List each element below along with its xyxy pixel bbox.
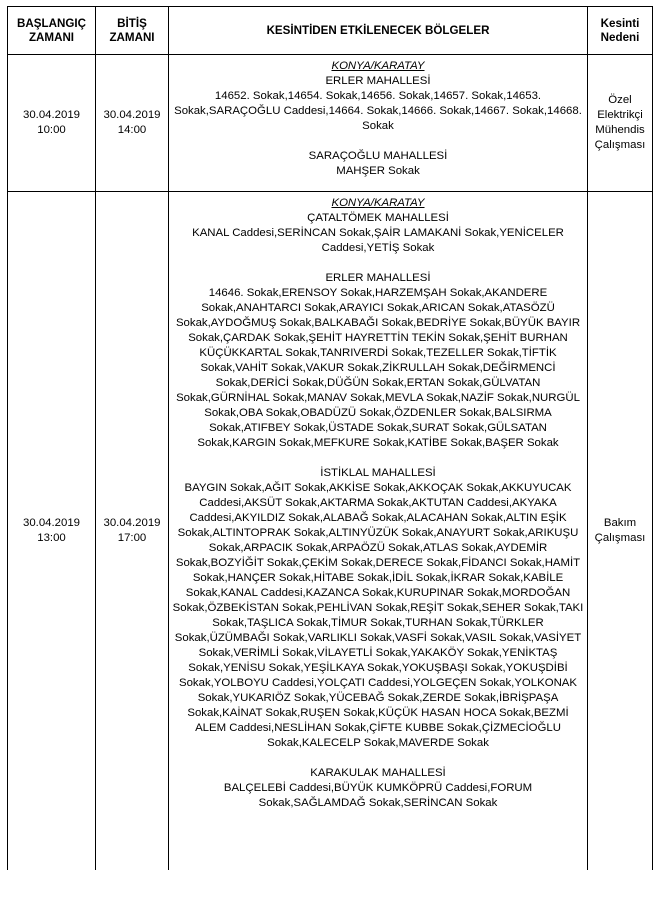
regions-cell xyxy=(169,192,588,871)
neighborhood-block xyxy=(172,211,584,256)
street-list: 14646. Sokak,ERENSOY Sokak,HARZEMŞAH Sokak,AKANDERE Sokak,ANAHTARCI Sokak,ARAYICI Sokak,ARICAN Sokak,ATASÖZÜ Sokak,AYDOĞMUŞ Sokak,BALKABAĞI Sokak,BEDRİYE Sokak,BÜYÜK BAYIR Sokak,ÇARDAK Sokak,ŞEHİT HAYRETTİN TEKİN Sokak,ŞEHİT BURHAN KÜÇÜKKARTAL Sokak,TANRIVERDİ Sokak,TEZELLER Sokak,TİFTİK Sokak,VAHİT Sokak,VAKUR Sokak,ZİKRULLAH Sokak,DEĞİRMENCİ Sokak,DERİCİ Sokak,DÜĞÜN Sokak,ERTAN Sokak,GÜLVATAN Sokak,GÜRNİHAL Sokak,MANAV Sokak,MEVLA Sokak,NAZİF Sokak,NURGÜL Sokak,OBA Sokak,OBADÜZÜ Sokak,ÖZDENLER Sokak,BALSIRMA Sokak,ATIFBEY Sokak,ÜSTADE Sokak,SURAT Sokak,GÜLSATAN Sokak,KARGIN Sokak,MEFKURE Sokak,KATİBE Sokak,BAŞER Sokak xyxy=(175,287,581,449)
outage-table xyxy=(7,6,653,870)
end-cell xyxy=(96,192,169,871)
regions-cell xyxy=(169,55,588,192)
neighborhood-block xyxy=(172,766,584,811)
neighborhood-block xyxy=(172,271,584,451)
street-list: 14652. Sokak,14654. Sokak,14656. Sokak,14657. Sokak,14653. Sokak,SARAÇOĞLU Caddesi,14664. Sokak,14666. Sokak,14667. Sokak,14668. Sokak xyxy=(174,90,582,132)
neighborhood-name: SARAÇOĞLU MAHALLESİ xyxy=(308,150,448,162)
end-time: 14:00 xyxy=(117,124,147,136)
neighborhood-block xyxy=(172,74,584,134)
end-date: 30.04.2019 xyxy=(103,109,161,121)
neighborhood-name: ERLER MAHALLESİ xyxy=(325,75,431,87)
district-name: KONYA/KARATAY xyxy=(331,197,425,209)
header-start-time: BAŞLANGIÇ ZAMANI xyxy=(8,7,96,55)
start-time: 13:00 xyxy=(37,532,66,544)
start-date: 30.04.2019 xyxy=(22,517,80,529)
neighborhood-block xyxy=(172,149,584,179)
neighborhood-block xyxy=(172,466,584,751)
street-list: BAYGIN Sokak,AĞIT Sokak,AKKİSE Sokak,AKKOÇAK Sokak,AKKUYUCAK Caddesi,AKSÜT Sokak,AKTARMA Sokak,AKTUTAN Caddesi,AKYAKA Caddesi,AKYILDIZ Sokak,ALABAĞ Sokak,ALACAHAN Sokak,ALTIN EŞİK Sokak,ALTINTOPRAK Sokak,ALTINYÜZÜK Sokak,ANAYURT Sokak,ARIKUŞU Sokak,ARPACIK Sokak,ARPAÖZÜ Sokak,ATLAS Sokak,AYDEMİR Sokak,BOZYİĞİT Sokak,ÇEKİM Sokak,DERECE Sokak,FİDANCI Sokak,HAMİT Sokak,HANÇER Sokak,HİTABE Sokak,İDİL Sokak,İKRAR Sokak,KABİLE Sokak,KANAL Caddesi,KAZANCA Sokak,KURUPINAR Sokak,MORDOĞAN Sokak,ÖZBEKİSTAN Sokak,PEHLİVAN Sokak,REŞİT Sokak,SEHER Sokak,TAKI Sokak,TAŞLICA Sokak,TİMUR Sokak,TURHAN Sokak,TÜRKLER Sokak,ÜZÜMBAĞI Sokak,VARLIKLI Sokak,VASFİ Sokak,VASIL Sokak,VASİYET Sokak,VERİMLİ Sokak,VİLAYETLİ Sokak,YAKAKÖY Sokak,YENİKTAŞ Sokak,YENİSU Sokak,YEŞİLKAYA Sokak,YOKUŞBAŞI Sokak,YOKUŞDİBİ Sokak,YOLBOYU Caddesi,YOLÇATI Caddesi,YOLGEÇEN Sokak,YOLKONAK Sokak,YUKARIÖZ Sokak,YÜCEBAĞ Sokak,ZERDE Sokak,İBRİŞPAŞA Sokak,KAİNAT Sokak,RUŞEN Sokak,KÜÇÜK HASAN HOCA Sokak,BEZMİ ALEM Caddesi,NESLİHAN Sokak,ÇİFTE KUBBE Sokak,ÇİZMECİOĞLU Sokak,KALECELP Sokak,MAVERDE Sokak xyxy=(172,482,584,749)
district-name: KONYA/KARATAY xyxy=(331,60,425,72)
reason-cell: Bakım Çalışması xyxy=(588,192,653,871)
neighborhood-name: İSTİKLAL MAHALLESİ xyxy=(320,467,436,479)
start-cell xyxy=(8,55,96,192)
header-affected-regions: KESİNTİDEN ETKİLENECEK BÖLGELER xyxy=(169,7,588,55)
street-list: BALÇELEBİ Caddesi,BÜYÜK KUMKÖPRÜ Caddesi,FORUM Sokak,SAĞLAMDAĞ Sokak,SERİNCAN Sokak xyxy=(223,782,533,809)
end-date: 30.04.2019 xyxy=(103,517,161,529)
end-cell xyxy=(96,55,169,192)
table-row xyxy=(8,192,653,871)
street-list: KANAL Caddesi,SERİNCAN Sokak,ŞAİR LAMAKANİ Sokak,YENİCELER Caddesi,YETİŞ Sokak xyxy=(192,227,564,254)
start-cell xyxy=(8,192,96,871)
end-time: 17:00 xyxy=(117,532,147,544)
table-row xyxy=(8,55,653,192)
header-end-time: BİTİŞ ZAMANI xyxy=(96,7,169,55)
start-time: 10:00 xyxy=(37,124,66,136)
neighborhood-name: ÇATALTÖMEK MAHALLESİ xyxy=(307,212,449,224)
neighborhood-name: KARAKULAK MAHALLESİ xyxy=(310,767,446,779)
neighborhood-name: ERLER MAHALLESİ xyxy=(325,272,431,284)
reason-cell: Özel Elektrikçi Mühendis Çalışması xyxy=(588,55,653,192)
header-row xyxy=(8,7,653,55)
header-outage-reason: Kesinti Nedeni xyxy=(588,7,653,55)
start-date: 30.04.2019 xyxy=(22,109,80,121)
street-list: MAHŞER Sokak xyxy=(336,165,420,177)
